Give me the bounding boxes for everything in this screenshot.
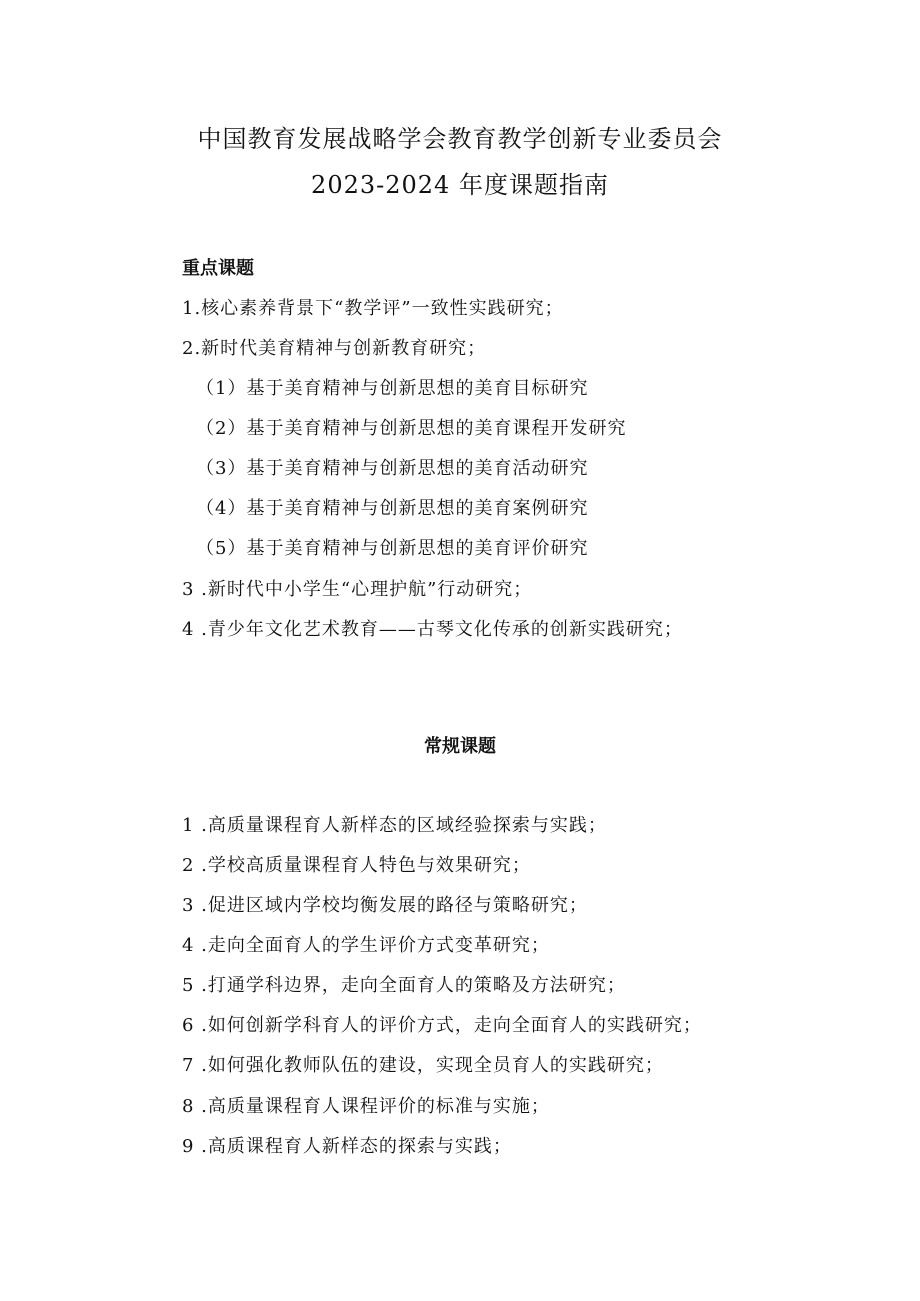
key-topic-subitem: （4）基于美育精神与创新思想的美育案例研究 <box>196 498 589 519</box>
key-topic-subitem: （2）基于美育精神与创新思想的美育课程开发研究 <box>196 418 627 439</box>
key-topic-subitem: （5）基于美育精神与创新思想的美育评价研究 <box>196 538 589 559</box>
regular-topics-heading: 常规课题 <box>424 736 496 757</box>
regular-topic-item: 4 .走向全面育人的学生评价方式变革研究； <box>182 935 550 956</box>
key-topic-item: 3 .新时代中小学生“心理护航”行动研究； <box>182 579 533 600</box>
regular-topic-item: 3 .促进区域内学校均衡发展的路径与策略研究； <box>182 895 588 916</box>
key-topic-subitem: （3）基于美育精神与创新思想的美育活动研究 <box>196 458 589 479</box>
regular-topic-item: 6 .如何创新学科育人的评价方式，走向全面育人的实践研究； <box>182 1015 702 1036</box>
key-topics-heading: 重点课题 <box>182 258 254 279</box>
regular-topic-item: 7 .如何强化教师队伍的建设，实现全员育人的实践研究； <box>182 1055 664 1076</box>
regular-topic-item: 2 .学校高质量课程育人特色与效果研究； <box>182 855 531 876</box>
regular-topic-item: 5 .打通学科边界，走向全面育人的策略及方法研究； <box>182 975 626 996</box>
document-title-line1: 中国教育发展战略学会教育教学创新专业委员会 <box>197 125 723 153</box>
regular-topic-item: 9 .高质课程育人新样态的探索与实践； <box>182 1136 512 1157</box>
key-topic-item: 2.新时代美育精神与创新教育研究； <box>182 338 487 359</box>
regular-topic-item: 8 .高质量课程育人课程评价的标准与实施； <box>182 1096 550 1117</box>
key-topic-subitem: （1）基于美育精神与创新思想的美育目标研究 <box>196 378 589 399</box>
key-topic-item: 1.核心素养背景下“教学评”一致性实践研究； <box>182 298 564 319</box>
regular-topic-item: 1 .高质量课程育人新样态的区域经验探索与实践； <box>182 815 607 836</box>
key-topic-item: 4 .青少年文化艺术教育——古琴文化传承的创新实践研究； <box>182 619 683 640</box>
document-title-line2: 2023-2024 年度课题指南 <box>311 171 609 199</box>
